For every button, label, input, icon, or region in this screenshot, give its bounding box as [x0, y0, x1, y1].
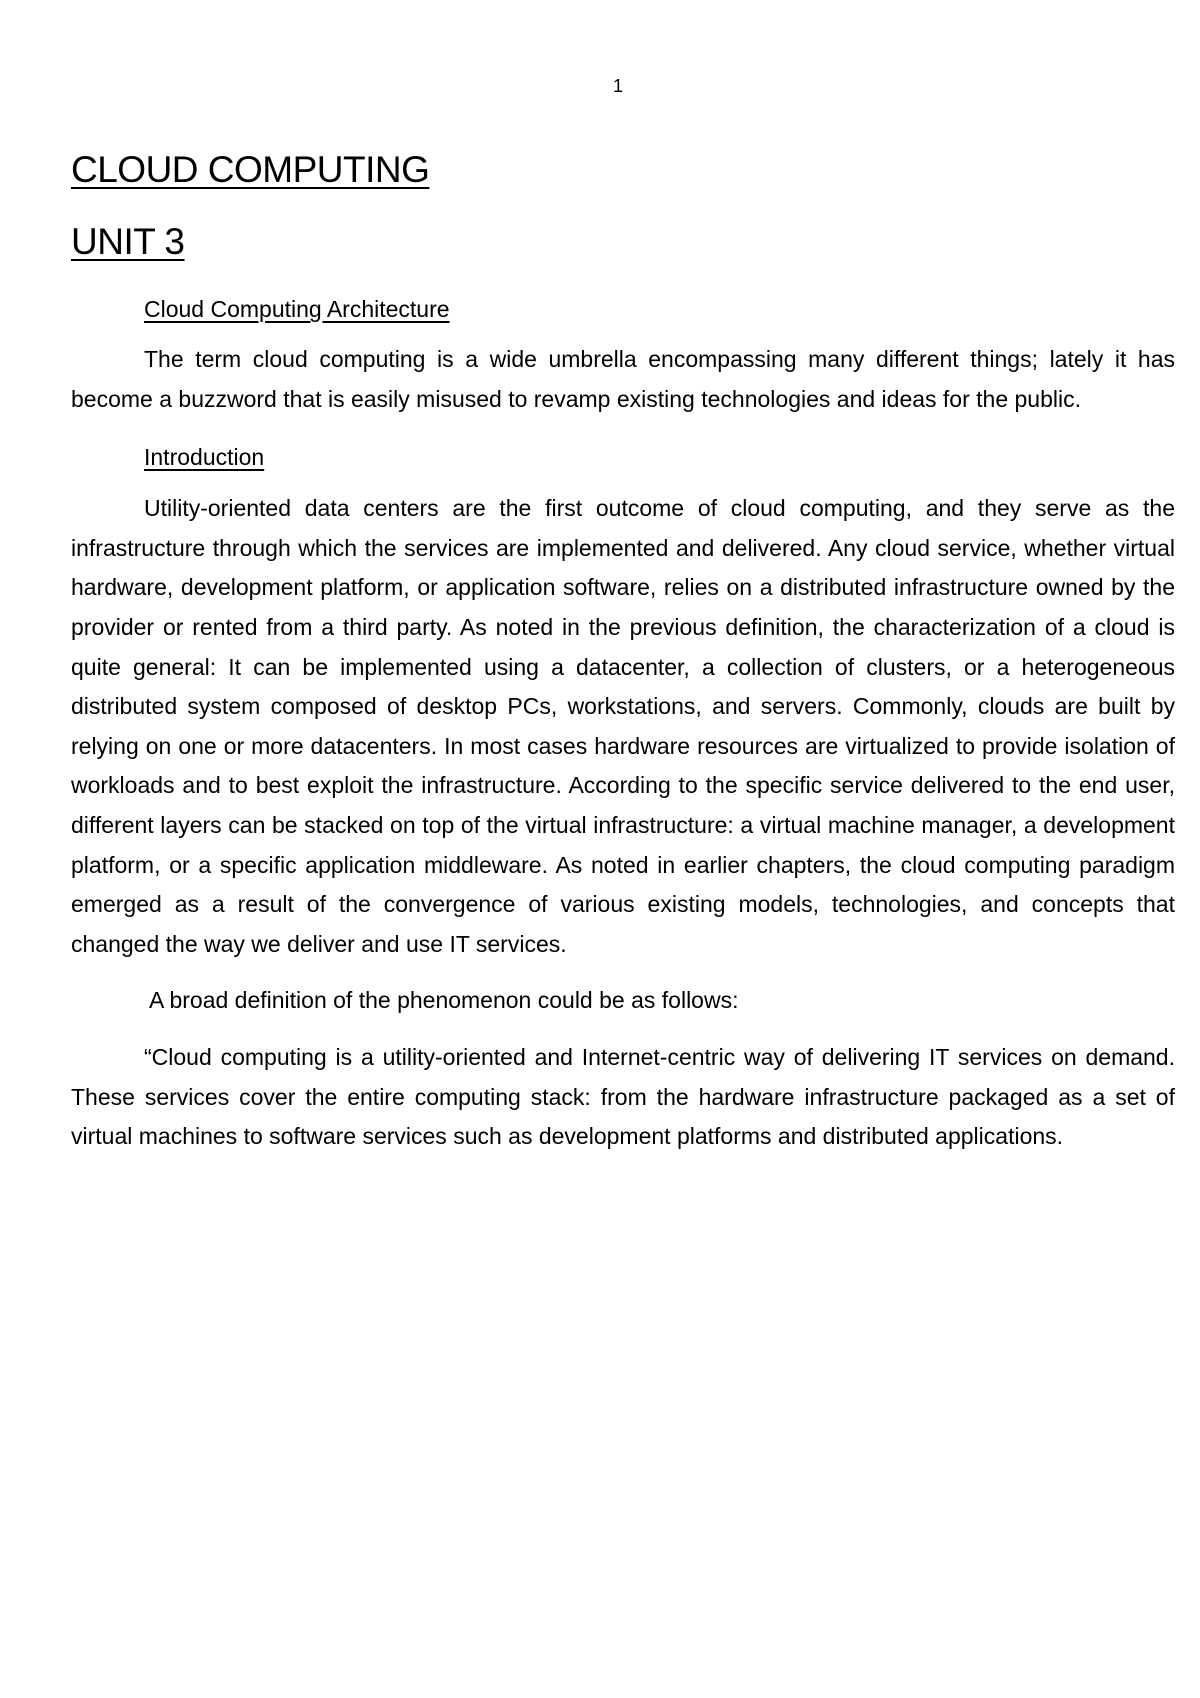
introduction-paragraph: Utility-oriented data centers are the first outcome of cloud computing, and they serve as the infrastructure through which the services are implemented and delivered. Any cloud service, whether virtual hardware, development platform, or application software, relies on a distributed infrastructure owned by the provider or rented from a third party. As noted in the previous definition, the characterization of a cloud is quite general: It can be implemented using a datacenter, a collection of clusters, or a heterogeneous distributed system composed of desktop PCs, workstations, and servers. Commonly, clouds are built by relying on one or more datacenters. In most cases hardware resources are virtualized to provide isolation of workloads and to best exploit the infrastructure. According to the specific service delivered to the end user, different layers can be stacked on top of the virtual infrastructure: a virtual machine manager, a development platform, or a specific application middleware. As noted in earlier chapters, the cloud computing paradigm emerged as a result of the convergence of various existing models, technologies, and concepts that changed the way we deliver and use IT services.	[71, 495, 1175, 957]
document-body	[71, 148, 1175, 1157]
unit-heading: UNIT 3	[71, 221, 185, 262]
architecture-heading: Cloud Computing Architecture	[144, 296, 450, 322]
architecture-paragraph: The term cloud computing is a wide umbrella encompassing many different things; lately it has become a buzzword that is easily misused to revamp existing technologies and ideas for the public.	[71, 346, 1175, 412]
page-number: 1	[612, 76, 623, 96]
definition-lead-paragraph: A broad definition of the phenomenon could be as follows:	[149, 987, 739, 1014]
introduction-heading: Introduction	[144, 444, 265, 471]
document-title: CLOUD COMPUTING	[71, 149, 430, 190]
definition-quote-paragraph: “Cloud computing is a utility-oriented and Internet-centric way of delivering IT services on demand. These services cover the entire computing stack: from the hardware infrastructure packaged as a set of virtual machines to software services such as development platforms and distributed applications.	[71, 1043, 1175, 1150]
